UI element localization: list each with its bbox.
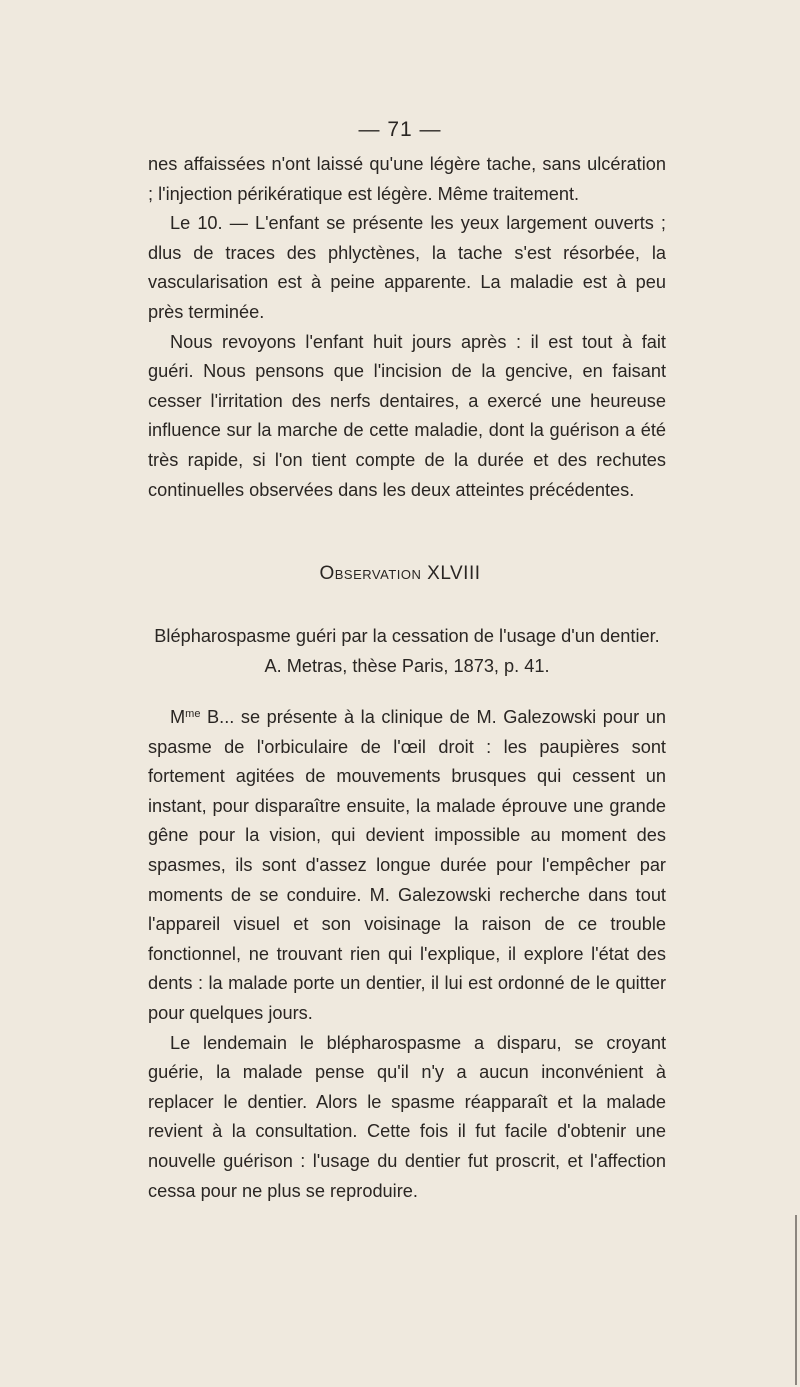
observation-reference: A. Metras, thèse Paris, 1873, p. 41. — [264, 656, 550, 676]
page-edge-shadow — [795, 1215, 797, 1385]
paragraph: Nous revoyons l'enfant huit jours après : il est tout à fait guéri. Nous pensons que l'incision de la gencive, en faisant cesser l'irritation des nerfs dentaires, a exercé une heureuse influence sur la marche de cette maladie, dont la guérison a été très rapide, si l'on tient compte de la durée et des rechutes continuelles observées dans les deux atteintes précédentes. — [148, 331, 666, 500]
paragraph-conclusion: Le lendemain le blépharospasme a disparu, se croyant guérie, la malade pense qu'il n'y a aucun inconvénient à replacer le dentier. Alors le spasme réapparaît et la malade revient à la consultation. Cette fois il fut facile d'obtenir une nouvelle guérison : l'usage du dentier fut proscrit, et l'affection cessa pour ne plus se reproduire. — [148, 1032, 666, 1201]
observation-number: XLVIII — [427, 563, 481, 584]
observation-label: Observation — [319, 563, 422, 584]
paragraph: nes affaissées n'ont laissé qu'une légère tache, sans ulcération ; l'injection périkératique est légère. Même traitement. — [148, 154, 666, 204]
observation-subtitle: Blépharospasme guéri par la cessation de l'usage d'un dentier. — [154, 626, 660, 646]
title-prefix: M — [170, 707, 186, 727]
text-block-observation — [148, 700, 666, 1206]
paragraph-patient — [148, 700, 666, 1029]
title-superscript: me — [185, 708, 201, 720]
text-block-case-continuation — [148, 150, 666, 505]
page-number: — 71 — — [358, 118, 442, 141]
paragraph: Le 10. — L'enfant se présente les yeux largement ouverts ; dlus de traces des phlyctènes, la tache s'est résorbée, la vascularisation est à peine apparente. La maladie est à peu près terminée. — [148, 213, 666, 322]
observation-heading — [0, 563, 800, 585]
paragraph-patient-text: B... se présente à la clinique de M. Galezowski pour un spasme de l'orbiculaire de l'œil droit : les paupières sont fortement agitées de mouvements brusques qui cessent un instant, pour disparaître ensuite, la malade éprouve une grande gêne pour la vision, qui devient impossible au moment des spasmes, ils sont d'assez longue durée pour l'empêcher par moments de se conduire. M. Galezowski recherche dans tout l'appareil visuel et son voisinage la raison de ce trouble fonctionnel, ne trouvant rien qui l'explique, il explore l'état des dents : la malade porte un dentier, il lui est ordonné de le quitter pour quelques jours. — [148, 707, 666, 1023]
